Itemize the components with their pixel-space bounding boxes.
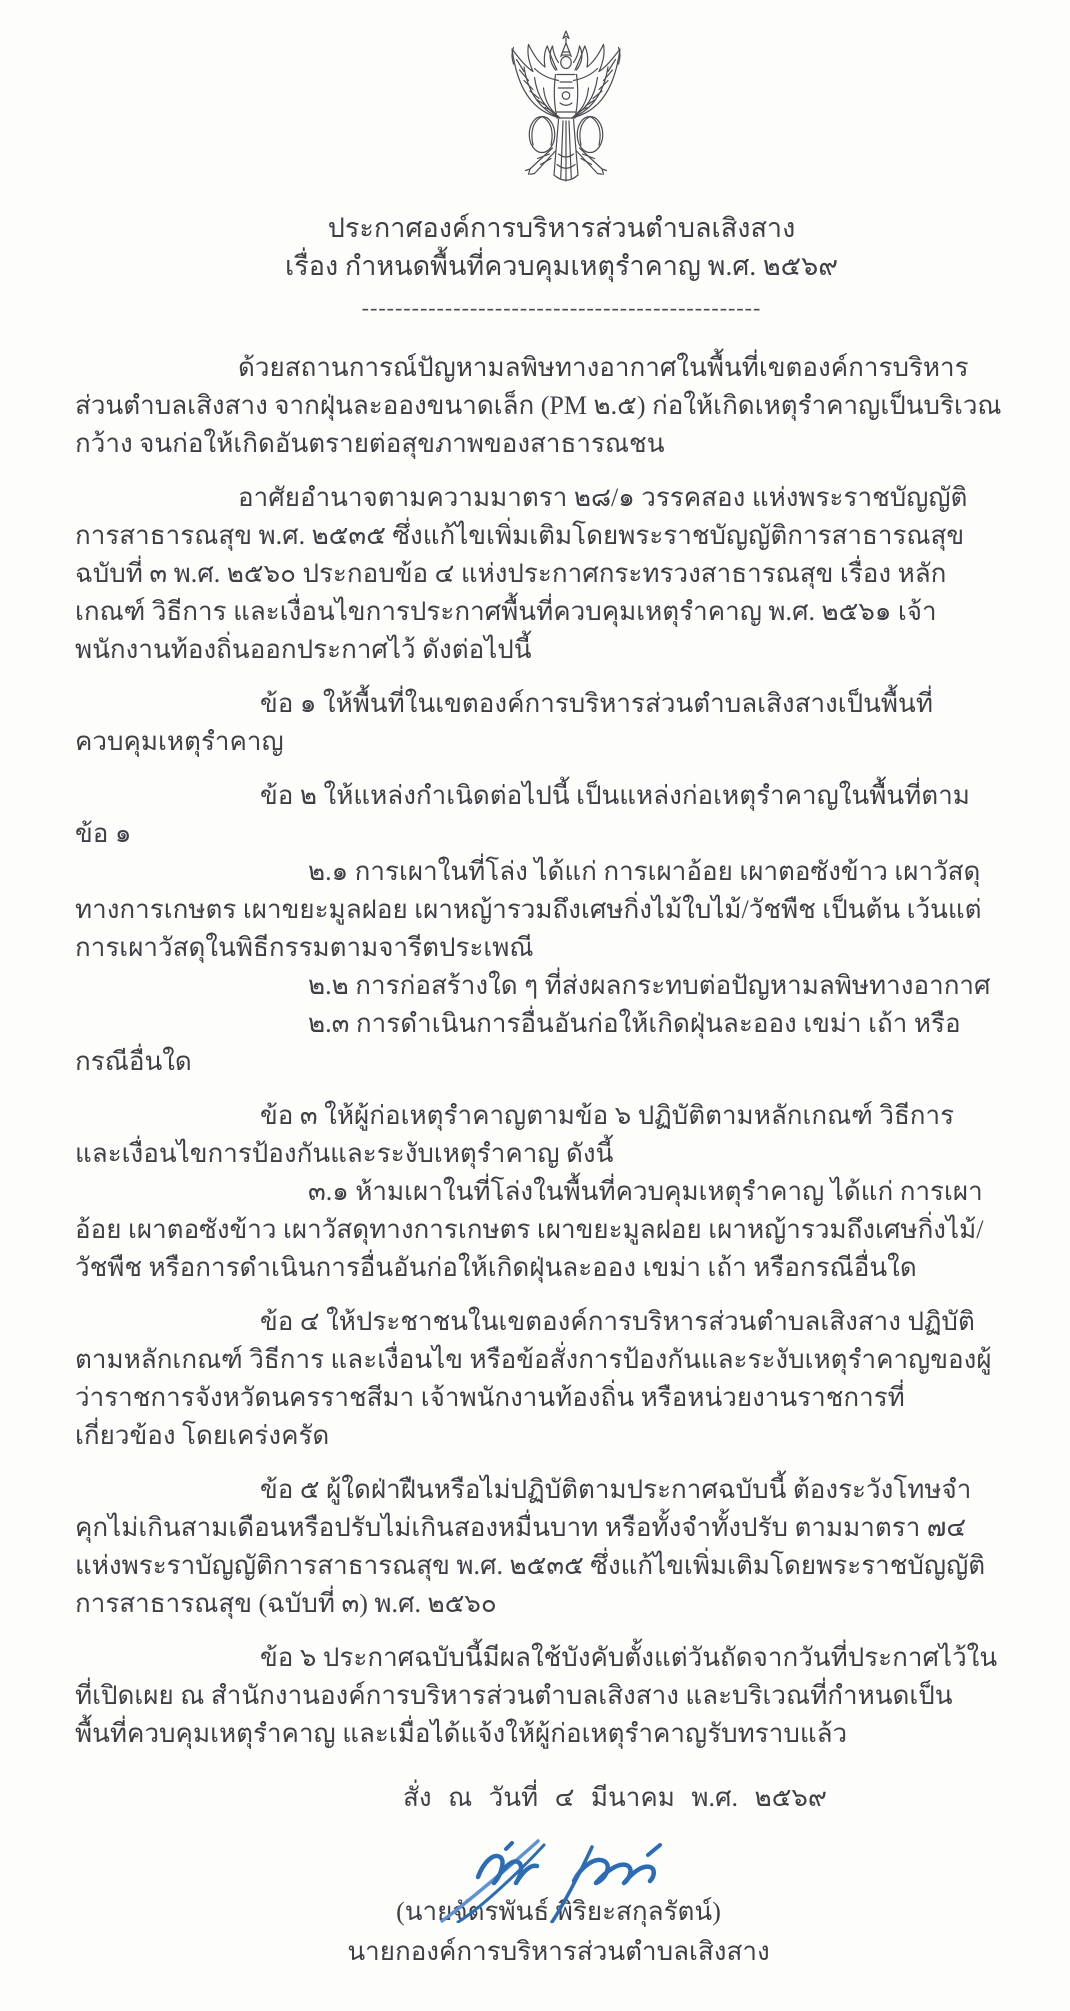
clause-2-2: ๒.๒ การก่อสร้างใด ๆ ที่ส่งผลกระทบต่อปัญหามลพิษทางอากาศ — [308, 971, 991, 1000]
clause-3: ข้อ ๓ ให้ผู้ก่อเหตุรำคาญตามข้อ ๖ ปฏิบัติตามหลักเกณฑ์ วิธีการ และเงื่อนไขการป้องกันและระงับเหตุรำคาญ ดังนี้ — [75, 1101, 955, 1168]
page-title: ประกาศองค์การบริหารส่วนตำบลเสิงสาง — [327, 213, 796, 243]
document-body — [75, 349, 1002, 1753]
order-date-line: สั่ง ณ วันที่ ๔ มีนาคม พ.ศ. ๒๕๖๙ — [403, 1783, 827, 1812]
separator-dashes: ------------------------------------------------ — [361, 295, 762, 320]
clause-5: ข้อ ๕ ผู้ใดฝ่าฝืนหรือไม่ปฏิบัติตามประกาศฉบับนี้ ต้องระวังโทษจำคุกไม่เกินสามเดือนหรือปรับไม่เกินสองหมื่นบาท หรือทั้งจำทั้งปรับ ตามมาตรา ๗๔ แห่งพระราบัญญัติการสาธารณสุข พ.ศ. ๒๕๓๕ ซึ่งแก้ไขเพิ่มเติมโดยพระราชบัญญัติการสาธารณสุข (ฉบับที่ ๓) พ.ศ. ๒๕๖๐ — [75, 1475, 986, 1618]
clause-6: ข้อ ๖ ประกาศฉบับนี้มีผลใช้บังคับตั้งแต่วันถัดจากวันที่ประกาศไว้ในที่เปิดเผย ณ สำนักงานองค์การบริหารส่วนตำบลเสิงสาง และบริเวณที่กำหนดเป็นพื้นที่ควบคุมเหตุรำคาญ และเมื่อได้แจ้งให้ผู้ก่อเหตุรำคาญรับทราบแล้ว — [75, 1643, 998, 1748]
clause-2-3: ๒.๓ การดำเนินการอื่นอันก่อให้เกิดฝุ่นละออง เขม่า เถ้า หรือกรณีอื่นใด — [75, 1009, 961, 1076]
document-subject: เรื่อง กำหนดพื้นที่ควบคุมเหตุรำคาญ พ.ศ. ๒๕๖๙ — [285, 251, 838, 281]
signatory-position: นายกองค์การบริหารส่วนตำบลเสิงสาง — [347, 1937, 770, 1966]
paragraph-preamble-2: อาศัยอำนาจตามความมาตรา ๒๘/๑ วรรคสอง แห่งพระราชบัญญัติการสาธารณสุข พ.ศ. ๒๕๓๕ ซึ่งแก้ไขเพิ่มเติมโดยพระราชบัญญัติการสาธารณสุข ฉบับที่ ๓ พ.ศ. ๒๕๖๐ ประกอบข้อ ๔ แห่งประกาศกระทรวงสาธารณสุข เรื่อง หลักเกณฑ์ วิธีการ และเงื่อนไขการประกาศพื้นที่ควบคุมเหตุรำคาญ พ.ศ. ๒๕๖๑ เจ้าพนักงานท้องถิ่นออกประกาศไว้ ดังต่อไปนี้ — [75, 483, 968, 664]
paragraph-preamble-1: ด้วยสถานการณ์ปัญหามลพิษทางอากาศในพื้นที่เขตองค์การบริหารส่วนตำบลเสิงสาง จากฝุ่นละอองขนาดเล็ก (PM ๒.๕) ก่อให้เกิดเหตุรำคาญเป็นบริเวณกว้าง จนก่อให้เกิดอันตรายต่อสุขภาพของสาธารณชน — [75, 353, 1002, 458]
clause-2: ข้อ ๒ ให้แหล่งกำเนิดต่อไปนี้ เป็นแหล่งก่อเหตุรำคาญในพื้นที่ตามข้อ ๑ — [75, 781, 970, 848]
clause-4: ข้อ ๔ ให้ประชาชนในเขตองค์การบริหารส่วนตำบลเสิงสาง ปฏิบัติตามหลักเกณฑ์ วิธีการ และเงื่อนไข หรือข้อสั่งการป้องกันและระงับเหตุรำคาญของผู้ว่าราชการจังหวัดนครราชสีมา เจ้าพนักงานท้องถิ่น หรือหน่วยงานราชการที่เกี่ยวข้อง โดยเคร่งครัด — [75, 1307, 992, 1450]
emblem-container — [75, 28, 1002, 201]
garuda-emblem-icon — [491, 28, 641, 190]
handwritten-signature — [434, 1819, 684, 1923]
clause-2-1: ๒.๑ การเผาในที่โล่ง ได้แก่ การเผาอ้อย เผาตอซังข้าว เผาวัสดุทางการเกษตร เผาขยะมูลฝอย เผาหญ้ารวมถึงเศษกิ่งไม้ใบไม้/วัชพืช เป็นต้น เว้นแต่การเผาวัสดุในพิธีกรรมตามจารีตประเพณี — [75, 857, 982, 962]
signature-block — [75, 1819, 1002, 1971]
title-block — [75, 209, 1002, 327]
signatory-name: (นายจัตรพันธ์ พิริยะสกุลรัตน์) — [396, 1897, 721, 1926]
clause-3-1: ๓.๑ ห้ามเผาในที่โล่งในพื้นที่ควบคุมเหตุรำคาญ ได้แก่ การเผาอ้อย เผาตอซังข้าว เผาวัสดุทางการเกษตร เผาขยะมูลฝอย เผาหญ้ารวมถึงเศษกิ่งไม้/วัชพืช หรือการดำเนินการอื่นอันก่อให้เกิดฝุ่นละออง เขม่า เถ้า หรือกรณีอื่นใด — [75, 1177, 984, 1282]
clause-1: ข้อ ๑ ให้พื้นที่ในเขตองค์การบริหารส่วนตำบลเสิงสางเป็นพื้นที่ควบคุมเหตุรำคาญ — [75, 689, 933, 756]
